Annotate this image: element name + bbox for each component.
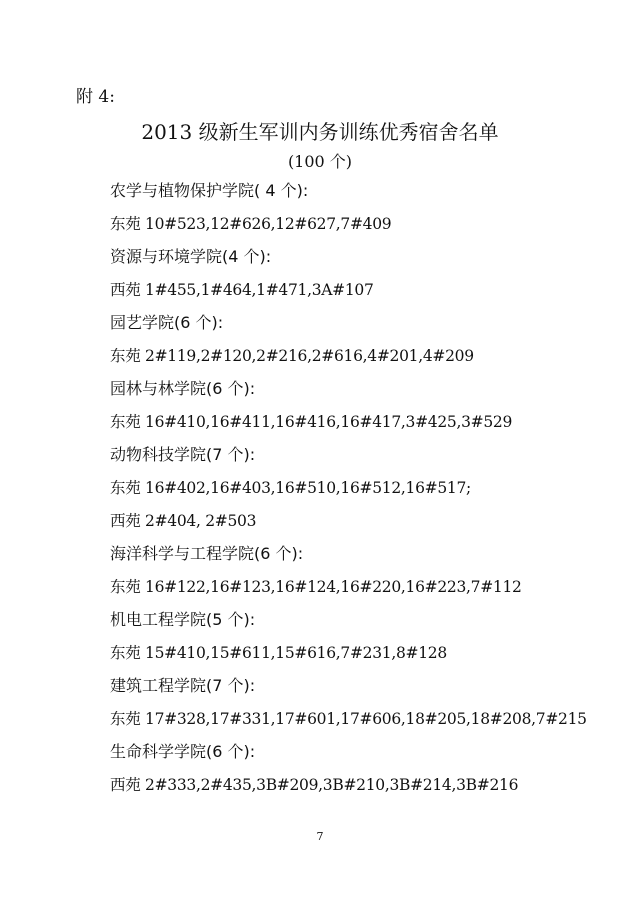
college-section bbox=[110, 543, 630, 598]
college-heading: 生命科学学院(6 个): bbox=[110, 742, 256, 761]
college-list bbox=[110, 180, 630, 807]
college-heading: 农学与植物保护学院( 4 个): bbox=[110, 181, 309, 200]
college-heading: 建筑工程学院(7 个): bbox=[110, 676, 256, 695]
college-section bbox=[110, 312, 630, 367]
college-heading: 动物科技学院(7 个): bbox=[110, 445, 256, 464]
document-title: 2013 级新生军训内务训练优秀宿舍名单 bbox=[141, 120, 499, 144]
college-heading: 园艺学院(6 个): bbox=[110, 313, 224, 332]
dorm-list-line: 西苑 1#455,1#464,1#471,3A#107 bbox=[110, 281, 374, 299]
dorm-list-line: 东苑 15#410,15#611,15#616,7#231,8#128 bbox=[110, 644, 447, 662]
dorm-list-line: 东苑 16#402,16#403,16#510,16#512,16#517; bbox=[110, 479, 471, 497]
college-section bbox=[110, 180, 630, 235]
dorm-list-line: 东苑 17#328,17#331,17#601,17#606,18#205,18#208,7#215 bbox=[110, 710, 587, 728]
page-number: 7 bbox=[316, 830, 324, 843]
college-section bbox=[110, 741, 630, 796]
college-heading: 资源与环境学院(4 个): bbox=[110, 247, 272, 266]
college-heading: 机电工程学院(5 个): bbox=[110, 610, 256, 629]
college-section bbox=[110, 675, 630, 730]
dorm-list-line: 东苑 16#122,16#123,16#124,16#220,16#223,7#112 bbox=[110, 578, 522, 596]
college-section bbox=[110, 609, 630, 664]
college-section bbox=[110, 246, 630, 301]
college-section bbox=[110, 444, 630, 532]
college-heading: 海洋科学与工程学院(6 个): bbox=[110, 544, 304, 563]
dorm-list-line: 东苑 2#119,2#120,2#216,2#616,4#201,4#209 bbox=[110, 347, 474, 365]
dorm-list-line: 西苑 2#333,2#435,3B#209,3B#210,3B#214,3B#216 bbox=[110, 776, 519, 794]
dorm-list-line: 东苑 10#523,12#626,12#627,7#409 bbox=[110, 215, 392, 233]
attachment-label: 附 4: bbox=[76, 87, 115, 107]
college-section bbox=[110, 378, 630, 433]
college-heading: 园林与林学院(6 个): bbox=[110, 379, 256, 398]
dorm-list-line: 西苑 2#404, 2#503 bbox=[110, 512, 257, 530]
document-subtitle: (100 个) bbox=[287, 152, 353, 171]
dorm-list-line: 东苑 16#410,16#411,16#416,16#417,3#425,3#529 bbox=[110, 413, 513, 431]
